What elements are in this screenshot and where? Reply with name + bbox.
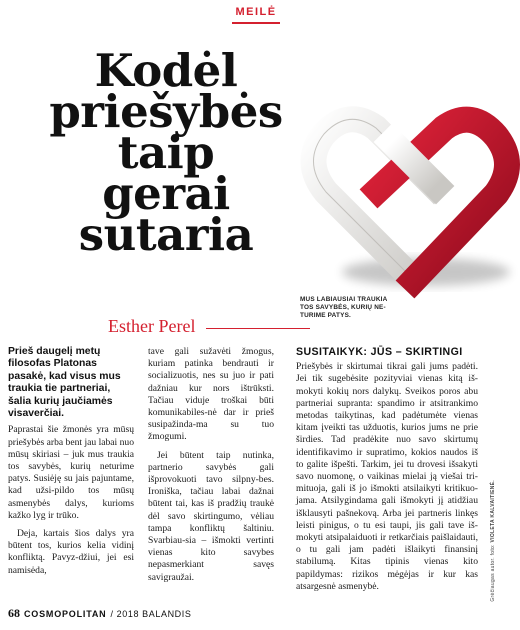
article-column-1 bbox=[8, 346, 134, 583]
headline-line: sutaria bbox=[78, 208, 254, 261]
body-paragraph: Deja, kartais šios dalys yra būtent tos, kurios kelia vidinį konfliktą. Pavyz-džiui, jei esi namisėda, bbox=[8, 528, 134, 576]
issue-date: / 2018 BALANDIS bbox=[110, 609, 192, 619]
author-byline: Esther Perel bbox=[108, 316, 196, 336]
headline-line: taip bbox=[117, 126, 215, 179]
page-footer bbox=[8, 606, 191, 621]
lead-paragraph: Prieš daugelį metų filosofas Platonas pasakė, kad visus mus traukia tie partneriai, šalia kurių jaučiamės visaverčiai. bbox=[8, 346, 121, 420]
article-column-2 bbox=[148, 346, 274, 590]
body-paragraph: Jei būtent taip nutinka, partnerio savybės gali išprovokuoti tavo silpny-bes. Ironiška, tačiau labai dažnai būtent tai, kas iš pradžių traukė dėl savo skirtingumo, vėliau tampa konfliktų šaltiniu. Svarbiau-sia – išmokti vertinti vienas kito savybes nepasmerkiant savęs savigraužai. bbox=[148, 449, 274, 583]
headline-line: priešybės bbox=[49, 85, 283, 138]
headline bbox=[32, 44, 300, 261]
byline-rule bbox=[206, 328, 310, 329]
subheading: SUSITAIKYK: JŪS – SKIRTINGI bbox=[296, 346, 463, 358]
body-paragraph: Priešybės ir skirtumai tikrai gali jums padėti. Jei tik sugebėsite pozityviai vienas kitą iš-mokyti kokių nors dalykų. Sveikos poros abu partneriai supranta: spandimo ir atsitrankimo metodas taikytinas, kad padėtumėte vienas kitam įveikti tas užduotis, kurios jums ne prie širdies. Tad pradėkite nuo savo skirtumų identifikavimo ir supratimo, kokios naudos iš to galite išpešti. Tarkim, jei tu drovesi išsakyti savo nuomonę, o vaikinas mielai ją viešai tri-mituoja, gali iš jo išmokti atsilaikyti kritikuo-jama. Atsilygindama gali išmokyti jį atidžiau išklausyti pašnekovą. Arba jei partneris linkęs leisti pinigus, o tu esi taupi, jis gali tave iš-mokyti atsipalaiduoti ir retkarčiais paišlaidauti, o tu gali jam padėti išlaikyti finansinį stabilumą. Kitas tipinis vienas kito papildymas: rizikos mėgėjas ir kur kas atsargesnė asmenybė. bbox=[296, 361, 478, 592]
body-paragraph: tave gali sužavėti žmogus, kuriam patinka bendrauti ir socializuotis, nes su juo ir pati dažniau kur nors ištrūksti. Tačiau viduje troškai būti komunikabiles-nė dar ir prieš susipažinda-ma su tuo žmogumi. bbox=[148, 346, 274, 443]
photo-credit-name: VIOLETA KALVAITIENĖ. bbox=[490, 480, 496, 543]
image-caption: MUS LABIAUSIAI TRAUKIA TOS SAVYBĖS, KURIŲ NE-TURIME PATYS. bbox=[300, 296, 388, 319]
article-column-3 bbox=[296, 346, 478, 599]
section-tag: MEILĖ bbox=[232, 6, 280, 24]
headline-line: gerai bbox=[102, 167, 230, 220]
body-paragraph: Paprastai šie žmonės yra mūsų priešybės arba bent jau labai nuo mūsų skiriasi – juk mus traukia tos savybės, kurių neturime patys. Susiėję su jais pajuntame, kad užsi-pildo tos mūsų asmenybės dalys, kurioms kažko lyg ir trūko. bbox=[8, 424, 135, 521]
photo-credit-label: Grėčiaugas autor. foto: bbox=[490, 542, 496, 602]
magazine-name: COSMOPOLITAN bbox=[24, 609, 107, 619]
page-number: 68 bbox=[8, 606, 20, 620]
headline-line: Kodėl bbox=[94, 44, 238, 97]
photo-credit bbox=[490, 480, 496, 602]
heart-sculpture-image bbox=[296, 90, 520, 300]
